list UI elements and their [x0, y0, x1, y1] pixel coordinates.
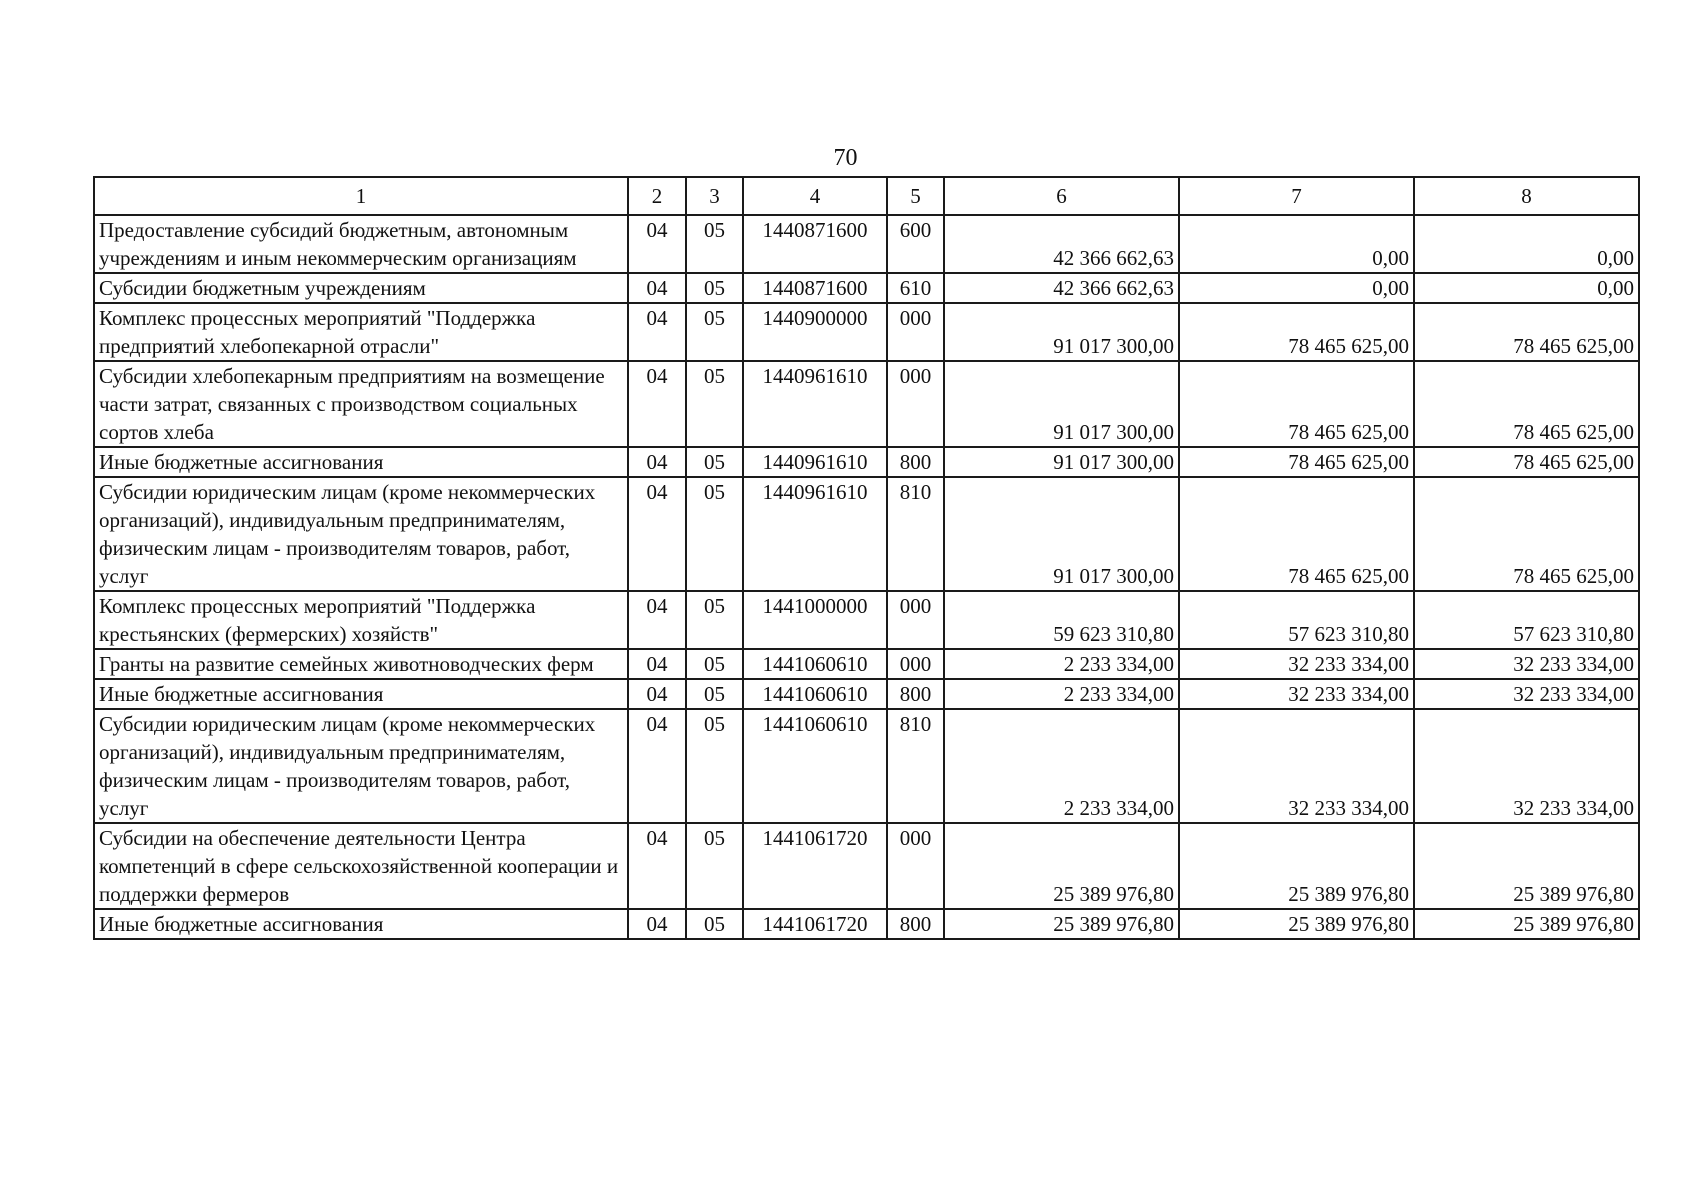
page-number: 70 — [833, 145, 858, 171]
row-amount-col-8: 0,00 — [1414, 273, 1639, 303]
table-header — [94, 177, 1639, 215]
header-col-5: 5 — [887, 177, 944, 215]
row-target-article-code: 1440871600 — [743, 215, 887, 273]
budget-table — [93, 176, 1640, 940]
table-row — [94, 709, 1639, 823]
row-amount-col-8: 57 623 310,80 — [1414, 591, 1639, 649]
row-name: Субсидии бюджетным учреждениям — [94, 273, 628, 303]
row-amount-col-6: 42 366 662,63 — [944, 273, 1179, 303]
row-section-code: 04 — [628, 215, 686, 273]
row-amount-col-6: 2 233 334,00 — [944, 679, 1179, 709]
row-target-article-code: 1441060610 — [743, 649, 887, 679]
row-amount-col-7: 78 465 625,00 — [1179, 303, 1414, 361]
row-amount-col-7: 0,00 — [1179, 215, 1414, 273]
row-amount-col-8: 25 389 976,80 — [1414, 823, 1639, 909]
row-name: Иные бюджетные ассигнования — [94, 679, 628, 709]
row-name: Субсидии юридическим лицам (кроме некоммерческих организаций), индивидуальным предпринимателям, физическим лицам - производителям товаров, работ, услуг — [94, 709, 628, 823]
row-subsection-code: 05 — [686, 477, 743, 591]
row-amount-col-8: 78 465 625,00 — [1414, 447, 1639, 477]
table-row — [94, 303, 1639, 361]
row-expense-type-code: 610 — [887, 273, 944, 303]
header-col-1: 1 — [94, 177, 628, 215]
row-name: Субсидии юридическим лицам (кроме некоммерческих организаций), индивидуальным предпринимателям, физическим лицам - производителям товаров, работ, услуг — [94, 477, 628, 591]
header-col-8: 8 — [1414, 177, 1639, 215]
row-amount-col-8: 0,00 — [1414, 215, 1639, 273]
header-col-3: 3 — [686, 177, 743, 215]
row-name: Субсидии хлебопекарным предприятиям на возмещение части затрат, связанных с производством социальных сортов хлеба — [94, 361, 628, 447]
row-target-article-code: 1441061720 — [743, 909, 887, 939]
row-amount-col-8: 25 389 976,80 — [1414, 909, 1639, 939]
row-subsection-code: 05 — [686, 273, 743, 303]
table-row — [94, 361, 1639, 447]
row-subsection-code: 05 — [686, 649, 743, 679]
row-amount-col-7: 32 233 334,00 — [1179, 649, 1414, 679]
row-section-code: 04 — [628, 823, 686, 909]
header-col-7: 7 — [1179, 177, 1414, 215]
row-subsection-code: 05 — [686, 909, 743, 939]
row-subsection-code: 05 — [686, 679, 743, 709]
row-subsection-code: 05 — [686, 447, 743, 477]
row-section-code: 04 — [628, 591, 686, 649]
row-name: Комплекс процессных мероприятий "Поддержка крестьянских (фермерских) хозяйств" — [94, 591, 628, 649]
row-amount-col-7: 57 623 310,80 — [1179, 591, 1414, 649]
table-row — [94, 823, 1639, 909]
table-row — [94, 447, 1639, 477]
table-body — [94, 215, 1639, 939]
row-amount-col-6: 91 017 300,00 — [944, 361, 1179, 447]
row-name: Гранты на развитие семейных животноводческих ферм — [94, 649, 628, 679]
row-expense-type-code: 000 — [887, 649, 944, 679]
row-amount-col-6: 91 017 300,00 — [944, 303, 1179, 361]
row-target-article-code: 1441000000 — [743, 591, 887, 649]
row-target-article-code: 1441060610 — [743, 679, 887, 709]
row-amount-col-7: 78 465 625,00 — [1179, 447, 1414, 477]
row-amount-col-7: 25 389 976,80 — [1179, 909, 1414, 939]
row-amount-col-6: 2 233 334,00 — [944, 709, 1179, 823]
row-amount-col-8: 78 465 625,00 — [1414, 361, 1639, 447]
row-expense-type-code: 000 — [887, 823, 944, 909]
row-amount-col-8: 32 233 334,00 — [1414, 679, 1639, 709]
row-amount-col-8: 32 233 334,00 — [1414, 709, 1639, 823]
row-expense-type-code: 600 — [887, 215, 944, 273]
row-section-code: 04 — [628, 477, 686, 591]
table-row — [94, 591, 1639, 649]
row-target-article-code: 1441060610 — [743, 709, 887, 823]
table-row — [94, 273, 1639, 303]
row-amount-col-6: 59 623 310,80 — [944, 591, 1179, 649]
header-row — [94, 177, 1639, 215]
row-subsection-code: 05 — [686, 303, 743, 361]
row-expense-type-code: 810 — [887, 709, 944, 823]
row-name: Иные бюджетные ассигнования — [94, 909, 628, 939]
row-amount-col-7: 25 389 976,80 — [1179, 823, 1414, 909]
row-expense-type-code: 000 — [887, 591, 944, 649]
row-amount-col-7: 78 465 625,00 — [1179, 477, 1414, 591]
row-amount-col-6: 2 233 334,00 — [944, 649, 1179, 679]
row-name: Субсидии на обеспечение деятельности Центра компетенций в сфере сельскохозяйственной кооперации и поддержки фермеров — [94, 823, 628, 909]
header-col-2: 2 — [628, 177, 686, 215]
row-section-code: 04 — [628, 709, 686, 823]
row-name: Предоставление субсидий бюджетным, автономным учреждениям и иным некоммерческим организациям — [94, 215, 628, 273]
row-amount-col-8: 32 233 334,00 — [1414, 649, 1639, 679]
row-subsection-code: 05 — [686, 823, 743, 909]
row-section-code: 04 — [628, 649, 686, 679]
row-target-article-code: 1440961610 — [743, 447, 887, 477]
row-amount-col-7: 78 465 625,00 — [1179, 361, 1414, 447]
header-col-6: 6 — [944, 177, 1179, 215]
row-amount-col-6: 91 017 300,00 — [944, 477, 1179, 591]
row-amount-col-6: 91 017 300,00 — [944, 447, 1179, 477]
row-section-code: 04 — [628, 361, 686, 447]
row-section-code: 04 — [628, 273, 686, 303]
row-amount-col-6: 42 366 662,63 — [944, 215, 1179, 273]
row-expense-type-code: 000 — [887, 303, 944, 361]
row-amount-col-6: 25 389 976,80 — [944, 823, 1179, 909]
table-row — [94, 215, 1639, 273]
row-subsection-code: 05 — [686, 591, 743, 649]
row-section-code: 04 — [628, 909, 686, 939]
table-row — [94, 649, 1639, 679]
row-subsection-code: 05 — [686, 215, 743, 273]
row-target-article-code: 1440871600 — [743, 273, 887, 303]
row-target-article-code: 1441061720 — [743, 823, 887, 909]
row-section-code: 04 — [628, 679, 686, 709]
row-amount-col-7: 32 233 334,00 — [1179, 679, 1414, 709]
row-amount-col-7: 32 233 334,00 — [1179, 709, 1414, 823]
row-name: Иные бюджетные ассигнования — [94, 447, 628, 477]
row-target-article-code: 1440961610 — [743, 477, 887, 591]
row-section-code: 04 — [628, 303, 686, 361]
row-expense-type-code: 810 — [887, 477, 944, 591]
table-row — [94, 679, 1639, 709]
table-row — [94, 477, 1639, 591]
row-expense-type-code: 800 — [887, 679, 944, 709]
row-subsection-code: 05 — [686, 709, 743, 823]
row-amount-col-6: 25 389 976,80 — [944, 909, 1179, 939]
row-amount-col-7: 0,00 — [1179, 273, 1414, 303]
header-col-4: 4 — [743, 177, 887, 215]
row-amount-col-8: 78 465 625,00 — [1414, 477, 1639, 591]
row-expense-type-code: 800 — [887, 447, 944, 477]
row-subsection-code: 05 — [686, 361, 743, 447]
table-row — [94, 909, 1639, 939]
row-amount-col-8: 78 465 625,00 — [1414, 303, 1639, 361]
row-expense-type-code: 000 — [887, 361, 944, 447]
row-section-code: 04 — [628, 447, 686, 477]
row-name: Комплекс процессных мероприятий "Поддержка предприятий хлебопекарной отрасли" — [94, 303, 628, 361]
row-expense-type-code: 800 — [887, 909, 944, 939]
row-target-article-code: 1440961610 — [743, 361, 887, 447]
row-target-article-code: 1440900000 — [743, 303, 887, 361]
